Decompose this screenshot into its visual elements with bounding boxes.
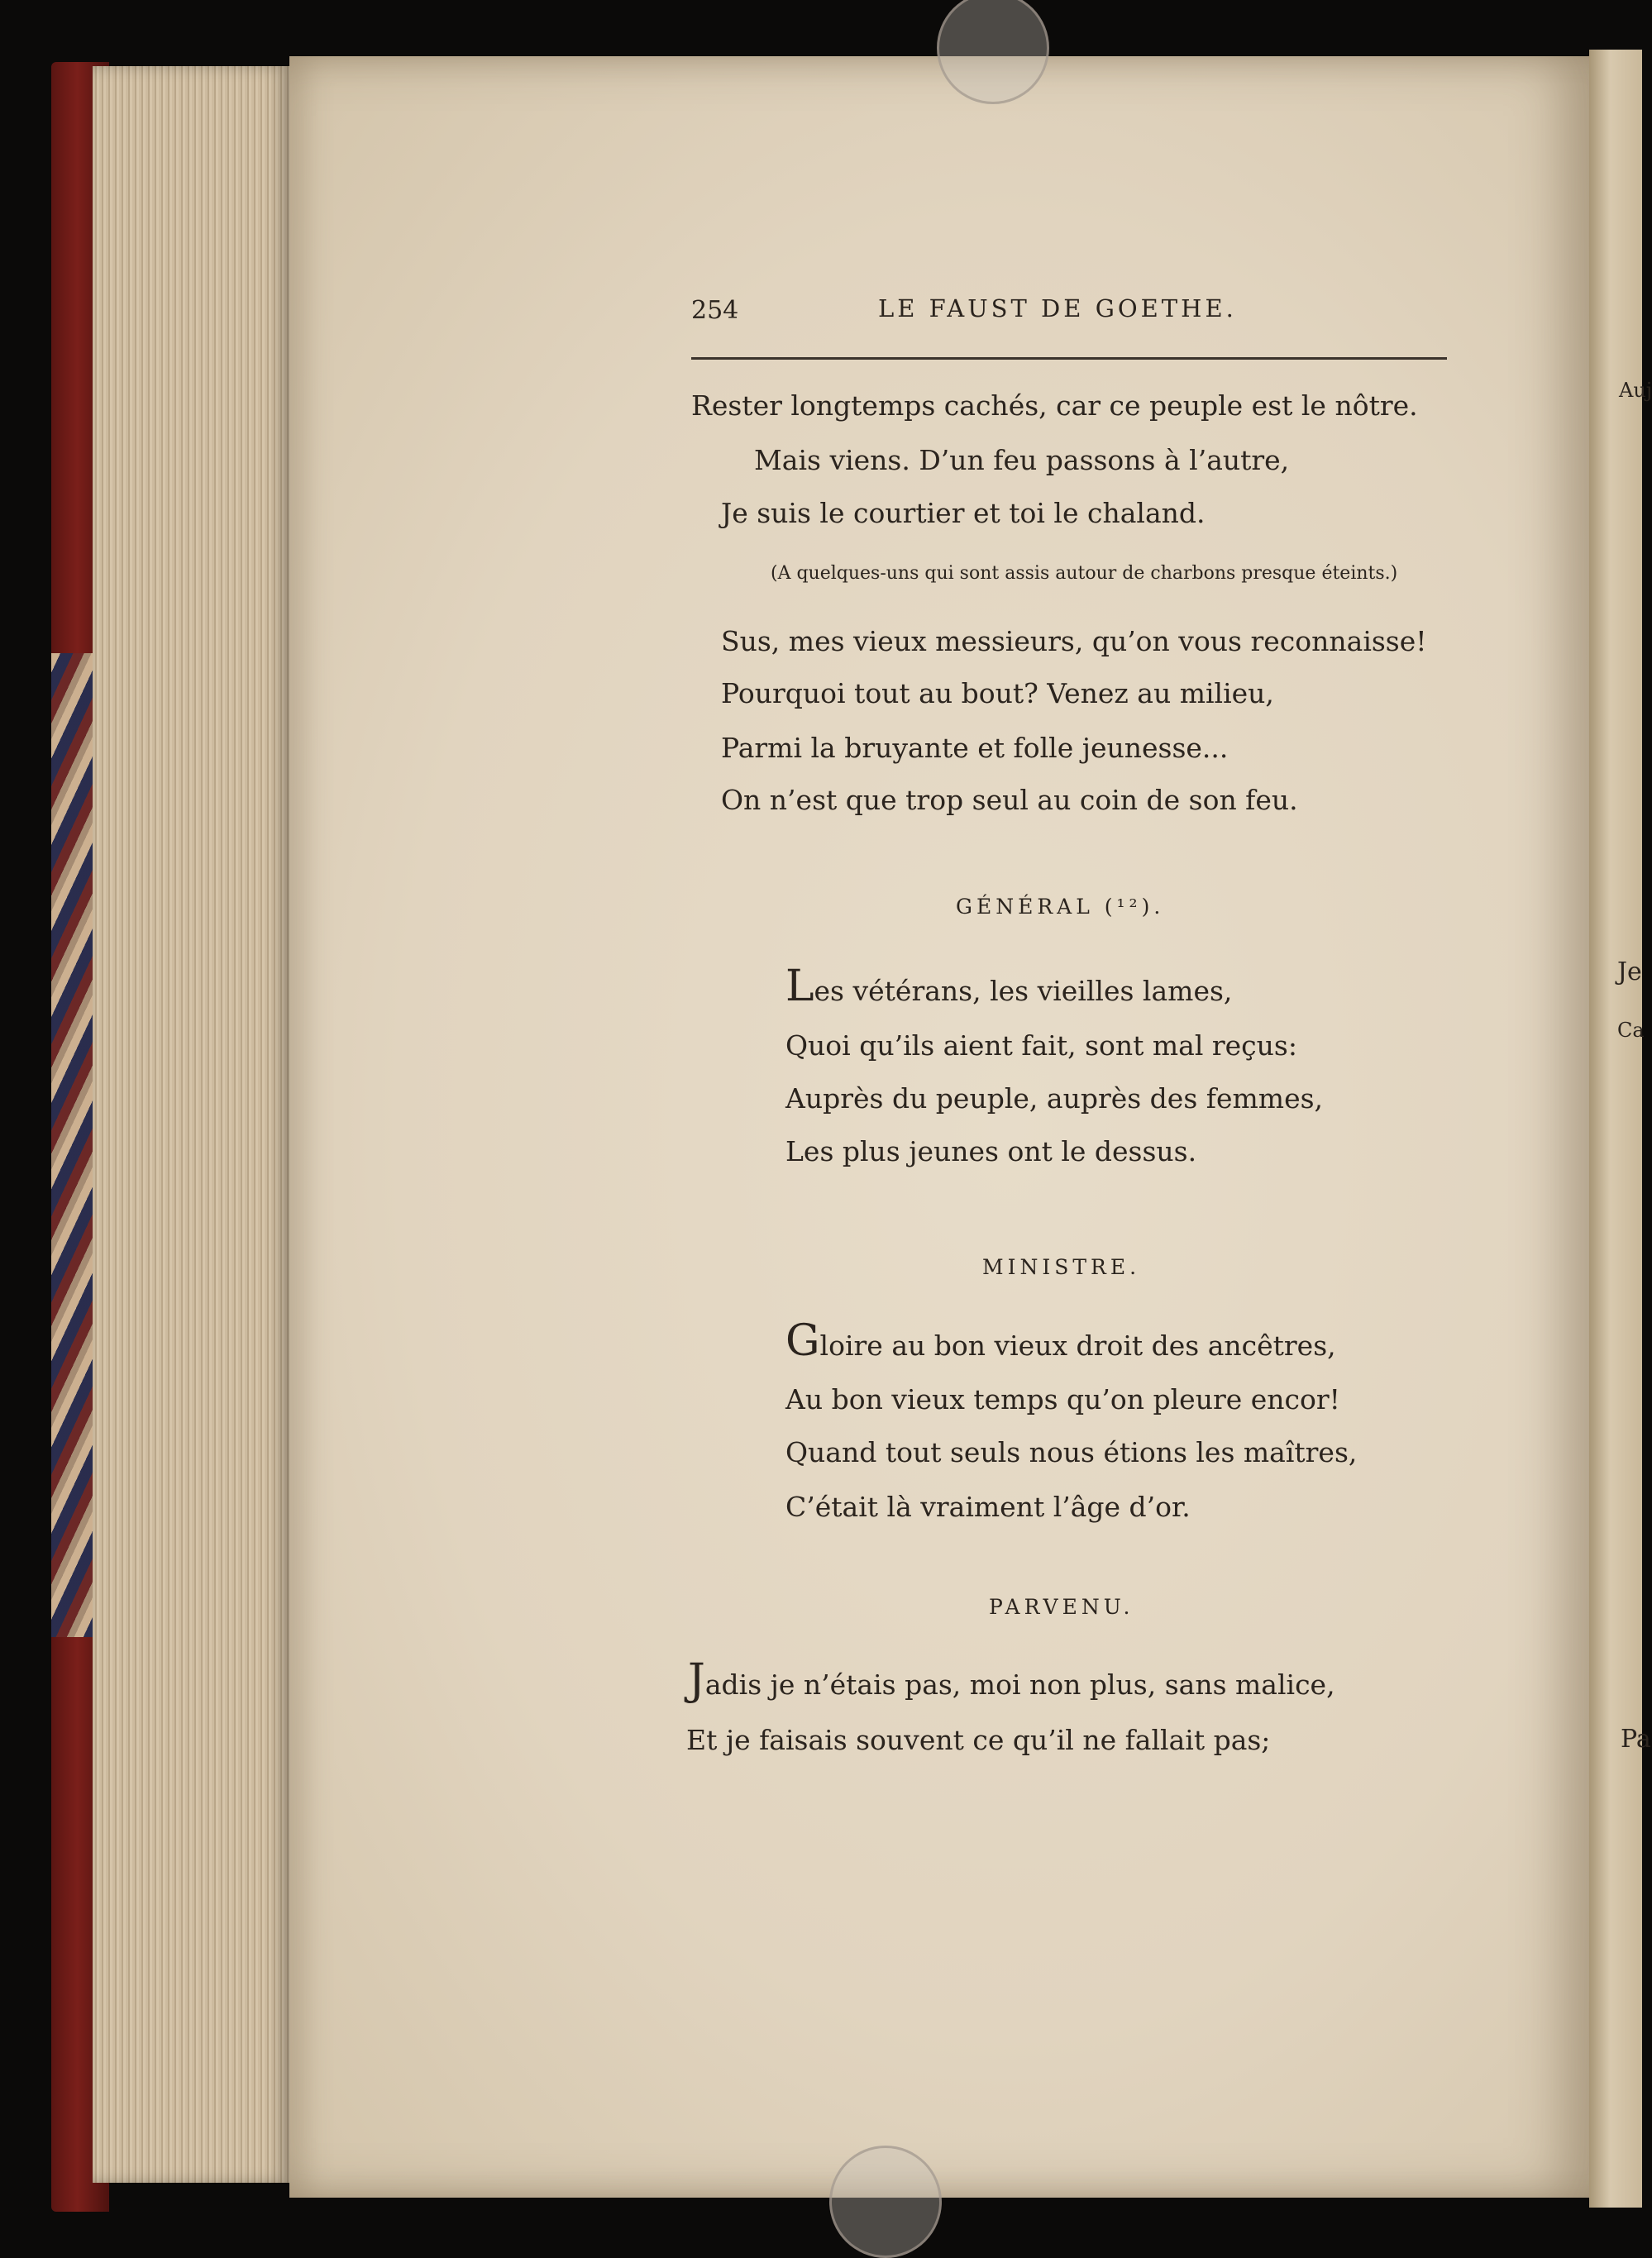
page-edges <box>93 66 291 2183</box>
verse-line: Les plus jeunes ont le dessus. <box>785 1135 1197 1167</box>
verse-text: loire au bon vieux droit des ancêtres, <box>819 1329 1336 1362</box>
facing-page-text: Je <box>1617 957 1642 986</box>
book-page <box>289 56 1596 2198</box>
page-number: 254 <box>691 296 739 325</box>
verse-line: Au bon vieux temps qu’on pleure encor! <box>785 1383 1340 1415</box>
initial-letter: L <box>785 962 814 1011</box>
verse-line <box>785 1316 1336 1366</box>
speaker-name: GÉNÉRAL (¹²). <box>956 895 1165 919</box>
stage-direction: (A quelques-uns qui sont assis autour de charbons presque éteints.) <box>771 563 1398 584</box>
header-rule <box>691 357 1447 360</box>
verse-line: Rester longtemps cachés, car ce peuple est le nôtre. <box>691 389 1418 422</box>
facing-page-text: Pa <box>1621 1725 1651 1754</box>
facing-page-edge <box>1589 50 1642 2208</box>
verse-line: C’était là vraiment l’âge d’or. <box>785 1491 1191 1523</box>
verse-line: Auprès du peuple, auprès des femmes, <box>785 1082 1324 1115</box>
verse-line <box>785 962 1233 1011</box>
verse-line: Parmi la bruyante et folle jeunesse... <box>721 732 1229 764</box>
verse-line: Sus, mes vieux messieurs, qu’on vous reconnaisse! <box>721 625 1427 657</box>
facing-page-text: Ca <box>1617 1019 1645 1042</box>
verse-line: Quand tout seuls nous étions les maîtres, <box>785 1436 1358 1468</box>
verse-line: Pourquoi tout au bout? Venez au milieu, <box>721 677 1274 709</box>
verse-text: es vétérans, les vieilles lames, <box>814 975 1233 1007</box>
page-clip-bottom <box>829 2146 942 2258</box>
running-title: LE FAUST DE GOETHE. <box>878 294 1237 322</box>
verse-line: Mais viens. D’un feu passons à l’autre, <box>754 444 1290 476</box>
verse-line: Quoi qu’ils aient fait, sont mal reçus: <box>785 1029 1297 1062</box>
initial-letter: G <box>785 1316 820 1366</box>
running-header <box>691 289 1447 331</box>
verse-line: On n’est que trop seul au coin de son feu. <box>721 784 1298 816</box>
verse-line: Et je faisais souvent ce qu’il ne fallait pas; <box>686 1724 1271 1756</box>
verse-line: Je suis le courtier et toi le chaland. <box>721 497 1206 529</box>
speaker-name: MINISTRE. <box>982 1255 1141 1279</box>
initial-letter: J <box>688 1655 705 1705</box>
verse-line <box>688 1655 1335 1705</box>
speaker-name: PARVENU. <box>989 1595 1134 1619</box>
facing-page-text: Auj <box>1619 379 1652 402</box>
verse-text: adis je n’étais pas, moi non plus, sans malice, <box>704 1668 1335 1701</box>
